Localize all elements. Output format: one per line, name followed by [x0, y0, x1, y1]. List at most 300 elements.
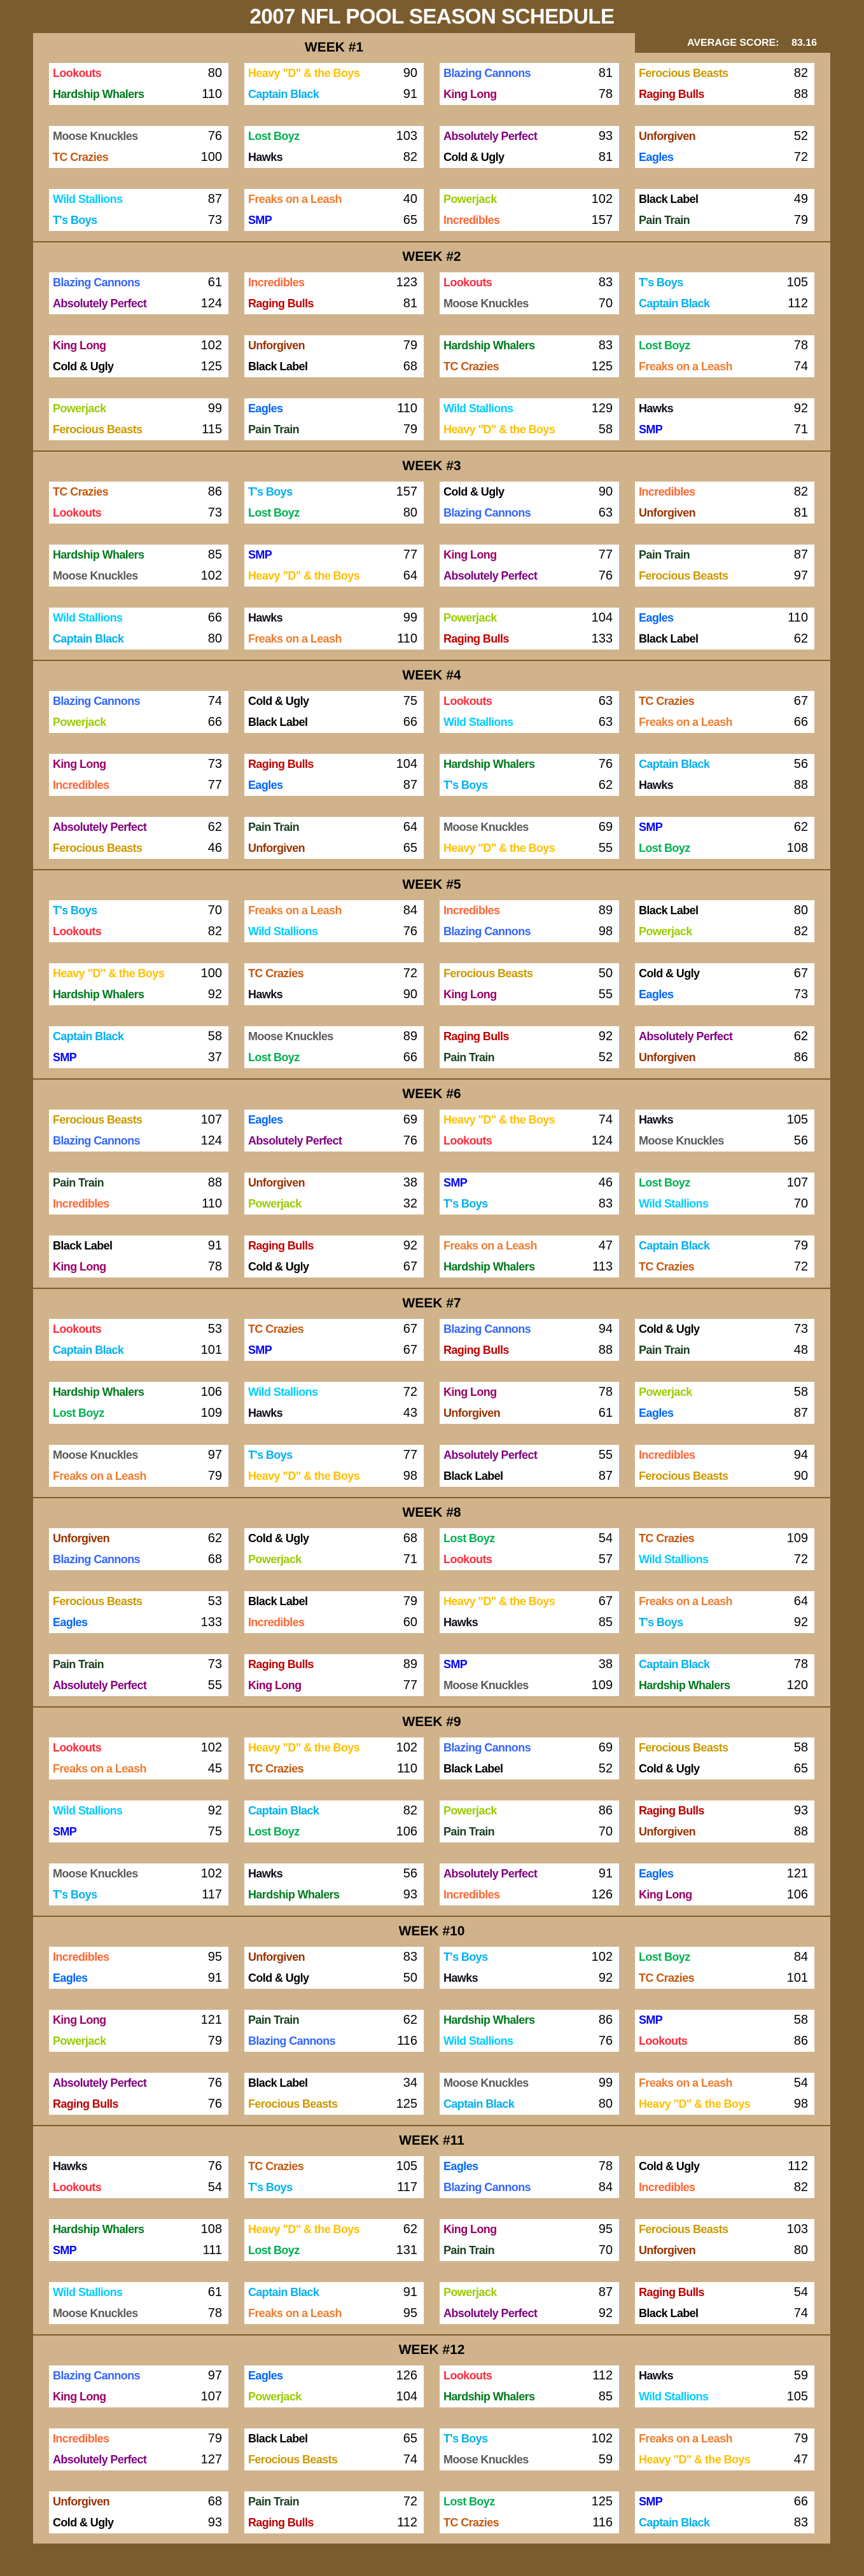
- matchup-card: [440, 1863, 619, 1905]
- team-score: 109: [591, 1678, 613, 1692]
- team-row: [49, 1110, 228, 1131]
- team-row: [49, 1821, 228, 1842]
- team-name: Incredibles: [53, 1951, 109, 1963]
- matchup-card: [49, 1654, 228, 1696]
- team-score: 79: [207, 1469, 222, 1483]
- team-score: 76: [207, 2159, 222, 2173]
- team-score: 54: [598, 1531, 613, 1545]
- team-name: SMP: [639, 821, 663, 833]
- team-row: [244, 900, 424, 921]
- team-score: 69: [598, 1741, 613, 1755]
- matchup-card: [244, 189, 424, 231]
- team-score: 79: [793, 1239, 808, 1253]
- team-score: 87: [598, 2285, 613, 2299]
- team-row: [635, 1863, 814, 1884]
- team-row: [49, 2219, 228, 2240]
- team-row: [440, 419, 619, 440]
- team-row: [440, 1382, 619, 1403]
- team-row: [635, 1884, 814, 1905]
- matchup-card: [49, 1947, 228, 1989]
- team-name: Wild Stallions: [639, 1553, 709, 1566]
- team-row: [635, 2282, 814, 2303]
- matchup-card: [635, 2491, 814, 2533]
- matchup-card: [49, 2156, 228, 2198]
- team-score: 82: [403, 1804, 417, 1818]
- team-name: SMP: [248, 1344, 272, 1356]
- team-score: 108: [200, 2222, 222, 2236]
- team-name: Powerjack: [53, 402, 106, 415]
- team-row: [244, 754, 424, 775]
- team-name: Lookouts: [53, 1323, 102, 1335]
- team-name: TC Crazies: [443, 360, 499, 373]
- week-title: WEEK #12: [398, 2343, 465, 2357]
- team-row: [244, 1758, 424, 1779]
- matchup-card: [440, 1173, 619, 1215]
- team-name: Cold & Ugly: [248, 695, 309, 707]
- matchup-card: [49, 1737, 228, 1779]
- team-name: Incredibles: [443, 1888, 500, 1901]
- team-score: 129: [591, 401, 613, 415]
- team-name: Unforgiven: [248, 842, 305, 854]
- team-name: Lost Boyz: [639, 842, 690, 854]
- matchup-card: [49, 754, 228, 796]
- team-score: 79: [207, 2432, 222, 2446]
- team-name: Wild Stallions: [639, 2390, 709, 2403]
- team-name: Lost Boyz: [443, 2495, 495, 2508]
- team-score: 112: [788, 296, 808, 310]
- team-score: 52: [598, 1762, 613, 1776]
- week-title: WEEK #6: [402, 1087, 461, 1101]
- team-row: [244, 126, 424, 147]
- team-name: Heavy "D" & the Boys: [248, 1741, 360, 1754]
- team-name: T's Boys: [53, 1888, 97, 1901]
- matchup-card: [49, 2428, 228, 2470]
- team-score: 38: [598, 1657, 613, 1671]
- team-score: 32: [403, 1197, 417, 1211]
- team-name: Absolutely Perfect: [443, 2307, 538, 2320]
- team-row: [635, 608, 814, 629]
- team-row: [440, 2512, 619, 2533]
- team-score: 85: [207, 548, 222, 562]
- team-row: [440, 84, 619, 105]
- team-row: [49, 63, 228, 84]
- team-score: 76: [598, 757, 613, 771]
- team-row: [635, 754, 814, 775]
- team-name: Hardship Whalers: [53, 2223, 144, 2236]
- team-row: [244, 963, 424, 984]
- team-name: SMP: [639, 2014, 663, 2026]
- team-score: 123: [396, 275, 417, 289]
- team-row: [635, 356, 814, 377]
- team-name: TC Crazies: [248, 967, 304, 980]
- team-name: Captain Black: [639, 758, 710, 770]
- team-name: T's Boys: [443, 779, 488, 791]
- week-title: WEEK #3: [402, 459, 461, 473]
- team-row: [635, 503, 814, 524]
- team-name: Captain Black: [248, 1804, 319, 1817]
- team-row: [244, 1382, 424, 1403]
- matchup-card: [440, 691, 619, 733]
- team-name: Hardship Whalers: [443, 2014, 535, 2026]
- team-row: [244, 2428, 424, 2449]
- team-row: [440, 1528, 619, 1549]
- matchup-card: [49, 1236, 228, 1278]
- team-name: Black Label: [248, 2077, 308, 2089]
- matchup-card: [49, 900, 228, 942]
- team-name: Absolutely Perfect: [443, 130, 538, 143]
- team-row: [244, 398, 424, 419]
- team-row: [440, 293, 619, 314]
- team-score: 121: [200, 2013, 222, 2027]
- team-score: 102: [591, 1950, 613, 1964]
- team-name: Freaks on a Leash: [53, 1762, 146, 1775]
- team-name: Lost Boyz: [639, 339, 690, 352]
- team-row: [635, 1800, 814, 1821]
- team-name: Cold & Ugly: [639, 967, 700, 980]
- team-score: 77: [403, 548, 417, 562]
- team-name: Cold & Ugly: [443, 151, 505, 164]
- team-row: [440, 272, 619, 293]
- team-score: 34: [403, 2076, 417, 2090]
- matchup-card: [440, 2219, 619, 2261]
- week-section: [33, 2336, 830, 2544]
- team-row: [635, 921, 814, 942]
- team-row: [49, 2365, 228, 2386]
- team-row: [440, 2365, 619, 2386]
- team-name: Cold & Ugly: [443, 485, 505, 498]
- team-row: [244, 984, 424, 1005]
- team-score: 73: [207, 506, 222, 520]
- team-score: 70: [207, 903, 222, 917]
- team-score: 87: [207, 192, 222, 206]
- team-row: [635, 1026, 814, 1047]
- team-score: 113: [592, 1260, 613, 1274]
- matchup-card: [244, 1110, 424, 1152]
- team-score: 63: [598, 715, 613, 729]
- week-section: [33, 2126, 830, 2336]
- team-score: 94: [598, 1322, 613, 1336]
- team-score: 92: [207, 987, 222, 1001]
- matchup-card: [635, 900, 814, 942]
- team-name: TC Crazies: [639, 1260, 695, 1273]
- team-row: [49, 754, 228, 775]
- team-name: Hardship Whalers: [443, 1260, 535, 1273]
- team-score: 97: [793, 569, 808, 583]
- team-score: 58: [598, 422, 613, 436]
- team-row: [635, 838, 814, 859]
- team-score: 117: [202, 1888, 222, 1902]
- team-score: 109: [200, 1406, 222, 1420]
- team-score: 72: [403, 1385, 417, 1399]
- team-name: Wild Stallions: [53, 193, 123, 205]
- team-name: Wild Stallions: [443, 716, 513, 728]
- matchup-card: [440, 1026, 619, 1068]
- team-score: 79: [403, 422, 417, 436]
- team-row: [440, 1403, 619, 1424]
- team-name: Absolutely Perfect: [639, 1030, 733, 1043]
- matchup-card: [244, 1026, 424, 1068]
- team-score: 81: [403, 296, 417, 310]
- team-name: Wild Stallions: [53, 2286, 123, 2299]
- matchup-card: [635, 1382, 814, 1424]
- team-name: Unforgiven: [639, 506, 696, 519]
- team-row: [244, 712, 424, 733]
- team-name: King Long: [639, 1888, 692, 1901]
- team-name: Powerjack: [639, 1386, 692, 1398]
- team-row: [49, 1549, 228, 1570]
- team-row: [635, 1403, 814, 1424]
- team-name: Unforgiven: [443, 1407, 501, 1419]
- team-name: Powerjack: [443, 611, 497, 624]
- team-name: Wild Stallions: [443, 2035, 513, 2047]
- matchup-card: [440, 545, 619, 587]
- team-score: 83: [598, 338, 613, 352]
- team-name: Hardship Whalers: [248, 1888, 340, 1901]
- team-row: [440, 1758, 619, 1779]
- team-row: [49, 1026, 228, 1047]
- team-name: Blazing Cannons: [443, 506, 531, 519]
- matchup-card: [244, 2156, 424, 2198]
- team-row: [440, 2240, 619, 2261]
- team-row: [244, 1194, 424, 1215]
- team-score: 62: [793, 820, 808, 834]
- week-section: [33, 1708, 830, 1917]
- matchup-card: [244, 1800, 424, 1842]
- matchup-card: [440, 2282, 619, 2324]
- team-score: 64: [793, 1594, 808, 1608]
- team-name: Hardship Whalers: [53, 1386, 144, 1398]
- matchup-card: [49, 1026, 228, 1068]
- team-score: 102: [200, 1741, 222, 1755]
- team-score: 90: [793, 1469, 808, 1483]
- team-name: Moose Knuckles: [53, 130, 138, 143]
- team-name: Lookouts: [53, 506, 102, 519]
- team-name: Unforgiven: [248, 339, 305, 352]
- matchup-card: [244, 1382, 424, 1424]
- team-score: 66: [403, 715, 417, 729]
- team-name: Incredibles: [53, 1197, 109, 1210]
- team-name: Unforgiven: [248, 1176, 305, 1189]
- team-name: Hawks: [443, 1616, 478, 1629]
- team-row: [635, 712, 814, 733]
- team-score: 125: [200, 359, 222, 373]
- team-row: [440, 2303, 619, 2324]
- team-score: 90: [403, 66, 417, 80]
- team-row: [244, 1591, 424, 1612]
- team-row: [440, 2010, 619, 2031]
- matchup-card: [635, 608, 814, 650]
- team-name: Hawks: [248, 151, 283, 164]
- team-score: 157: [591, 213, 613, 227]
- team-row: [49, 272, 228, 293]
- team-name: SMP: [53, 1825, 77, 1838]
- team-row: [49, 1528, 228, 1549]
- team-score: 88: [598, 1343, 613, 1357]
- team-row: [244, 1675, 424, 1696]
- team-name: Blazing Cannons: [443, 1741, 531, 1754]
- team-name: Incredibles: [639, 1449, 695, 1461]
- team-name: Lookouts: [53, 67, 102, 80]
- team-name: Blazing Cannons: [443, 67, 531, 80]
- team-name: Powerjack: [53, 2035, 106, 2047]
- team-row: [440, 1968, 619, 1989]
- team-score: 73: [207, 1657, 222, 1671]
- team-score: 47: [793, 2453, 808, 2467]
- matchup-card: [49, 335, 228, 377]
- matchup-card: [440, 608, 619, 650]
- team-score: 82: [207, 924, 222, 938]
- team-score: 52: [598, 1050, 613, 1064]
- team-name: Eagles: [248, 779, 283, 791]
- team-row: [440, 1047, 619, 1068]
- matchup-card: [440, 63, 619, 105]
- team-row: [244, 1110, 424, 1131]
- team-name: Eagles: [639, 1867, 674, 1880]
- team-score: 76: [403, 924, 417, 938]
- team-score: 84: [598, 2180, 613, 2194]
- team-name: Absolutely Perfect: [53, 2077, 147, 2089]
- team-score: 67: [403, 1260, 417, 1274]
- team-row: [440, 754, 619, 775]
- matchup-card: [49, 482, 228, 524]
- team-name: Raging Bulls: [639, 1804, 704, 1817]
- team-score: 112: [592, 2369, 613, 2383]
- team-score: 37: [207, 1050, 222, 1064]
- team-row: [635, 2512, 814, 2533]
- team-name: Captain Black: [248, 2286, 319, 2299]
- team-score: 60: [403, 1615, 417, 1629]
- team-score: 80: [207, 632, 222, 646]
- team-name: Blazing Cannons: [443, 2181, 531, 2194]
- team-score: 82: [793, 66, 808, 80]
- team-name: Hardship Whalers: [639, 1679, 730, 1692]
- team-score: 72: [403, 2495, 417, 2509]
- team-score: 87: [403, 778, 417, 792]
- team-score: 72: [793, 1552, 808, 1566]
- team-row: [440, 1800, 619, 1821]
- team-score: 62: [598, 778, 613, 792]
- week-section: [33, 1917, 830, 2126]
- team-name: Moose Knuckles: [443, 1679, 529, 1692]
- matchup-card: [440, 189, 619, 231]
- team-score: 101: [200, 1343, 222, 1357]
- team-row: [635, 2240, 814, 2261]
- team-score: 45: [207, 1762, 222, 1776]
- team-row: [244, 272, 424, 293]
- team-score: 67: [793, 966, 808, 980]
- team-row: [440, 1466, 619, 1487]
- team-row: [49, 2386, 228, 2407]
- team-score: 82: [793, 2180, 808, 2194]
- matchup-card: [440, 2073, 619, 2115]
- team-score: 74: [207, 694, 222, 708]
- team-name: Raging Bulls: [443, 1030, 509, 1043]
- team-score: 70: [598, 2243, 613, 2257]
- team-row: [244, 2240, 424, 2261]
- matchup-card: [49, 608, 228, 650]
- matchup-card: [440, 335, 619, 377]
- team-name: TC Crazies: [639, 695, 695, 707]
- team-score: 82: [403, 150, 417, 164]
- team-score: 62: [403, 2013, 417, 2027]
- team-name: Raging Bulls: [248, 297, 314, 310]
- team-score: 102: [591, 2432, 613, 2446]
- matchup-card: [49, 2073, 228, 2115]
- team-row: [244, 1466, 424, 1487]
- team-name: King Long: [443, 88, 497, 101]
- team-name: Lookouts: [443, 2369, 492, 2382]
- matchup-card: [244, 1173, 424, 1215]
- team-name: King Long: [53, 2014, 106, 2026]
- team-score: 105: [786, 2390, 808, 2404]
- team-score: 68: [207, 1552, 222, 1566]
- team-row: [440, 1591, 619, 1612]
- team-name: Hawks: [248, 1867, 283, 1880]
- team-row: [635, 63, 814, 84]
- team-name: Ferocious Beasts: [639, 1741, 728, 1754]
- team-name: Hawks: [639, 1113, 674, 1126]
- team-score: 74: [793, 2306, 808, 2320]
- team-score: 71: [403, 1552, 417, 1566]
- team-row: [49, 147, 228, 168]
- team-name: Wild Stallions: [639, 1197, 709, 1210]
- team-name: Heavy "D" & the Boys: [443, 842, 555, 854]
- team-score: 93: [403, 1888, 417, 1902]
- team-score: 131: [396, 2243, 417, 2257]
- team-row: [49, 1654, 228, 1675]
- team-name: Moose Knuckles: [53, 1867, 138, 1880]
- team-name: Pain Train: [443, 2244, 495, 2257]
- team-row: [440, 1675, 619, 1696]
- team-name: Powerjack: [248, 1553, 302, 1566]
- team-row: [49, 566, 228, 587]
- team-score: 50: [403, 1971, 417, 1985]
- team-score: 55: [598, 1448, 613, 1462]
- team-row: [244, 838, 424, 859]
- team-name: TC Crazies: [53, 485, 109, 498]
- team-name: Black Label: [443, 1762, 503, 1775]
- team-score: 125: [591, 2495, 613, 2509]
- week-title: WEEK #5: [402, 877, 461, 892]
- team-score: 99: [403, 611, 417, 625]
- team-row: [635, 1194, 814, 1215]
- team-name: Eagles: [639, 151, 674, 164]
- team-row: [635, 2010, 814, 2031]
- team-name: Freaks on a Leash: [248, 632, 342, 645]
- team-score: 78: [598, 87, 613, 101]
- team-name: SMP: [443, 1176, 468, 1189]
- week-section: [33, 242, 830, 452]
- team-name: Blazing Cannons: [53, 1553, 141, 1566]
- team-row: [440, 712, 619, 733]
- team-row: [244, 2156, 424, 2177]
- team-score: 65: [403, 841, 417, 855]
- team-row: [49, 2031, 228, 2052]
- team-name: Absolutely Perfect: [443, 569, 538, 582]
- schedule-panel: [33, 33, 830, 2544]
- team-name: King Long: [443, 988, 497, 1001]
- matchup-card: [635, 1173, 814, 1215]
- matchup-card: [244, 1737, 424, 1779]
- team-row: [635, 1821, 814, 1842]
- team-score: 83: [598, 1197, 613, 1211]
- team-score: 54: [793, 2285, 808, 2299]
- team-score: 62: [207, 820, 222, 834]
- team-row: [244, 2491, 424, 2512]
- team-name: Pain Train: [639, 214, 690, 226]
- team-row: [635, 1612, 814, 1633]
- team-name: T's Boys: [443, 1951, 488, 1963]
